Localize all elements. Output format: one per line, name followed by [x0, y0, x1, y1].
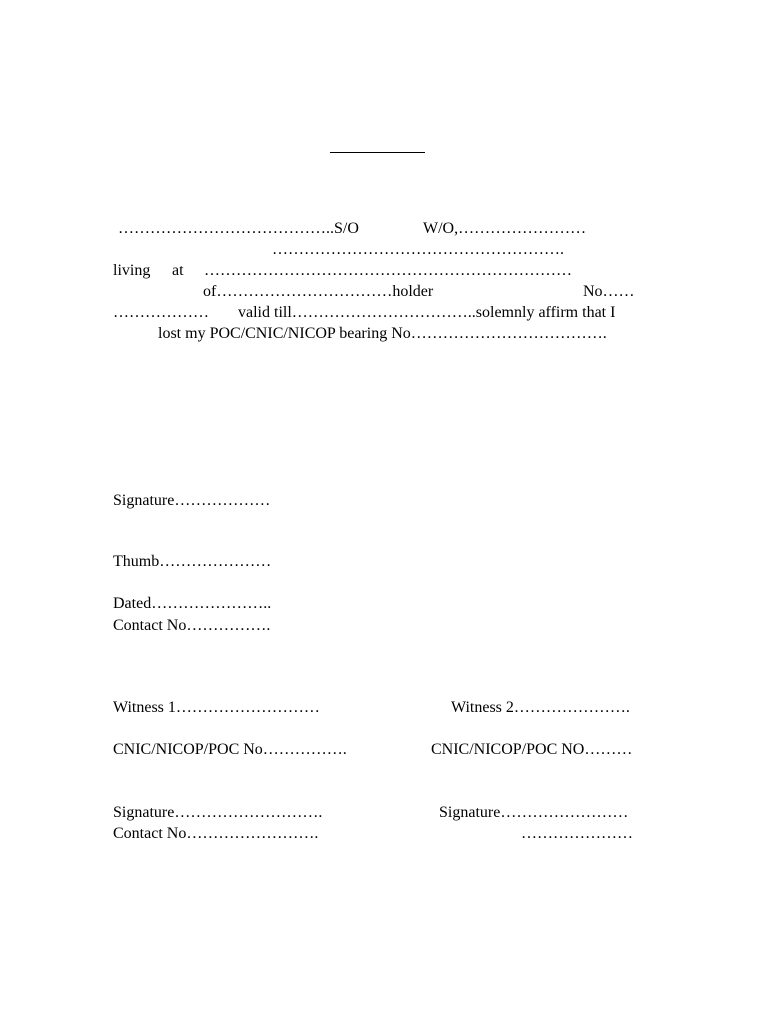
- witness-1-signature-field[interactable]: Signature……………………….: [113, 804, 323, 821]
- validity-field[interactable]: valid till……………………………..solemnly affirm that I: [238, 304, 616, 321]
- witness-1-cnic-field[interactable]: CNIC/NICOP/POC No…………….: [113, 741, 347, 758]
- title-underline: [330, 152, 425, 153]
- deponent-thumb-field[interactable]: Thumb…………………: [113, 553, 272, 570]
- lost-document-number-field[interactable]: lost my POC/CNIC/NICOP bearing No……………………………….: [158, 325, 607, 342]
- deponent-contact-field[interactable]: Contact No…………….: [113, 617, 271, 634]
- declarant-name-field[interactable]: …………………………………..S/O: [118, 220, 359, 237]
- dated-field[interactable]: Dated…………………..: [113, 595, 272, 612]
- witness-2-field[interactable]: Witness 2………………….: [451, 699, 630, 716]
- at-label: at: [172, 262, 184, 279]
- address-field[interactable]: ……………………………………………………………: [204, 262, 572, 279]
- deponent-signature-field[interactable]: Signature………………: [113, 492, 271, 509]
- document-number-label[interactable]: No……: [583, 283, 635, 300]
- relation-name-continuation[interactable]: ……………………………………………….: [272, 241, 564, 258]
- relation-name-field[interactable]: W/O,……………………: [423, 220, 587, 237]
- living-label: living: [113, 262, 151, 279]
- document-number-continuation[interactable]: ………………: [113, 304, 209, 321]
- witness-2-contact-field[interactable]: …………………: [521, 825, 633, 842]
- witness-2-signature-field[interactable]: Signature……………………: [439, 804, 629, 821]
- witness-1-field[interactable]: Witness 1………………………: [113, 699, 320, 716]
- witness-1-contact-field[interactable]: Contact No…………………….: [113, 825, 319, 842]
- witness-2-cnic-field[interactable]: CNIC/NICOP/POC NO………: [431, 741, 633, 758]
- city-holder-field[interactable]: of……………………………holder: [203, 283, 434, 300]
